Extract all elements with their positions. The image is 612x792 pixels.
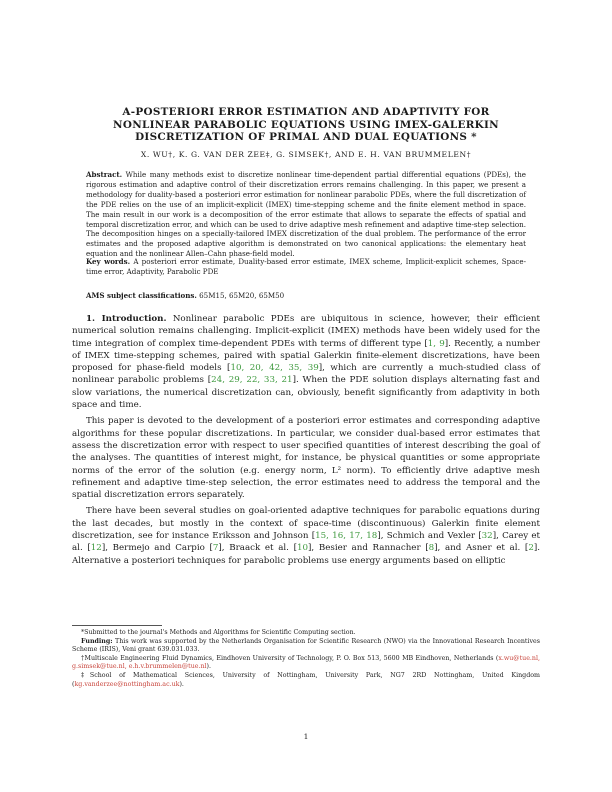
affiliation-nottingham-end: ).: [179, 680, 184, 688]
citation-link[interactable]: 24, 29, 22, 33, 21: [211, 375, 293, 386]
citation-link[interactable]: 32: [481, 531, 493, 542]
keywords: [86, 257, 526, 277]
citation-link[interactable]: 10, 20, 42, 35, 39: [230, 363, 319, 374]
email-link[interactable]: kg.vanderzee@nottingham.ac.uk: [74, 680, 180, 688]
citation-link[interactable]: 1, 9: [427, 338, 445, 349]
intro-p3-text-a: There have been several studies on goal-oriented adaptive techniques for parabolic equations during the last decades, but mostly in the context of space-time (discontinuous) Galerkin finite element discretization, see for instance Eriksson and Johnson [: [72, 506, 540, 542]
intro-paragraph-3: [72, 505, 540, 566]
footnote-affiliation-nottingham: [72, 672, 540, 689]
citation-link[interactable]: 15, 16, 17, 18: [315, 531, 378, 542]
page-number: 1: [303, 732, 309, 741]
funding-label: Funding:: [81, 637, 113, 645]
ams-label: AMS subject classifications.: [86, 291, 197, 300]
section-heading: 1. Introduction.: [86, 314, 167, 324]
citation-link[interactable]: 7: [212, 543, 219, 554]
footnote-affiliation-tue: [72, 655, 540, 672]
affiliation-tue-end: ).: [206, 663, 212, 671]
intro-p3-text-c: ], Carey et al. [: [72, 531, 540, 554]
title-line-3: [72, 131, 540, 144]
footnotes: [72, 629, 540, 689]
abstract-label: Abstract.: [86, 170, 123, 179]
intro-p1-text-c: ], which are currently a much-studied class of nonlinear parabolic problems [: [72, 363, 540, 386]
intro-paragraph-1: [72, 313, 540, 411]
affiliation-nottingham-text: ‡School of Mathematical Sciences, University of Nottingham, University Park, NG7 2RD Nottingham, United Kingdom (: [72, 671, 540, 688]
citation-link[interactable]: 2: [528, 543, 534, 554]
intro-p1-text-b: ]. Recently, a number of IMEX time-stepping schemes, paired with spatial Galerkin finite-element discretizations, have been proposed for phase-field models [: [72, 338, 541, 374]
ams-text: 65M15, 65M20, 65M50: [199, 291, 285, 300]
citation-link[interactable]: 8: [428, 543, 435, 554]
footnote-submitted: *Submitted to the journal's Methods and Algorithms for Scientific Computing section.: [81, 629, 356, 636]
paper-title: [72, 106, 540, 144]
abstract: [86, 170, 526, 259]
citation-link[interactable]: 10: [296, 543, 309, 554]
intro-p3-text-d: ], Bermejo and Carpio [: [101, 543, 213, 554]
title-line-2: NONLINEAR PARABOLIC EQUATIONS USING IMEX-GALERKIN: [113, 118, 499, 131]
intro-p3-text-f: ], Besier and Rannacher [: [308, 543, 429, 554]
footnote-divider: [72, 625, 162, 626]
email-link[interactable]: x.wu@tue.nl, g.simsek@tue.nl, e.h.v.brummelen@tue.nl: [72, 654, 540, 671]
intro-p3-text-h: ]. Alternative a posteriori techniques for parabolic problems use energy arguments based on elliptic: [72, 543, 540, 566]
title-line-1: A-POSTERIORI ERROR ESTIMATION AND ADAPTIVITY FOR: [122, 106, 490, 118]
introduction-section: [72, 313, 540, 567]
keywords-text: A posteriori error estimate, Duality-based error estimate, IMEX scheme, Implicit-explicit schemes, Space-time error, Adaptivity, Parabolic PDE: [86, 257, 526, 276]
keywords-label: Key words.: [86, 257, 131, 266]
ams-classifications: [86, 291, 526, 301]
intro-p1-text-a: Nonlinear parabolic PDEs are ubiquitous in science, however, their efficient numerical solution remains challenging. Implicit-explicit (IMEX) methods have been widely used for the time integration of complex time-dependent PDEs with terms of different type [: [72, 314, 540, 349]
citation-link[interactable]: 12: [90, 543, 102, 554]
title-line-3-text: DISCRETIZATION OF PRIMAL AND DUAL EQUATIONS: [135, 131, 468, 143]
title-footnote-mark: *: [467, 131, 477, 143]
intro-paragraph-2: This paper is devoted to the development of a posteriori error estimates and corresponding adaptive algorithms for these popular discretizations. In particular, we consider dual-based error estimates that assess the discretization error with respect to user specified quantities of interest describing the goal of the analyses. The quantities of interest might, for instance, be physical quantities or some appropriate norms of the error of the solution (e.g. energy norm, L² norm). To efficiently drive adaptive mesh refinement and adaptive time-step selection, the error estimates need to address the temporal and the spatial discretization errors separately.: [72, 416, 540, 501]
footnote-funding: [72, 638, 540, 655]
affiliation-tue-text: †Multiscale Engineering Fluid Dynamics, Eindhoven University of Technology, P. O. Box 513, 5600 MB Eindhoven, Netherlands (: [81, 654, 499, 662]
intro-p3-text-b: ], Schmich and Vexler [: [377, 531, 482, 542]
abstract-text: While many methods exist to discretize nonlinear time-dependent partial differential equations (PDEs), the rigorous estimation and adaptive control of their discretization errors remains challenging. In this paper, we present a methodology for duality-based a posteriori error estimation for nonlinear parabolic PDEs, where the full discretization of the PDE relies on the use of an implicit-explicit (IMEX) time-stepping scheme and the finite element method in space. The main result in our work is a decomposition of the error estimate that allows to separate the effects of spatial and temporal discretization error, and which can be used to drive adaptive mesh refinement and adaptive time-step selection. The decomposition hinges on a specially-tailored IMEX discretization of the dual problem. The performance of the error estimates and the proposed adaptive algorithm is demonstrated on two canonical applications: the elementary heat equation and the nonlinear Allen–Cahn phase-field model.: [86, 170, 526, 259]
intro-p1-text-d: ]. When the PDE solution displays alternating fast and slow variations, the numerical discretization can, obviously, benefit significantly from adaptivity in both space and time.: [72, 375, 540, 411]
funding-text: This work was supported by the Netherlands Organisation for Scientific Research (NWO) via the Innovational Research Incentives Scheme (IRIS), Veni grant 639.031.033.: [72, 637, 540, 654]
author-list: X. WU†, K. G. VAN DER ZEE‡, G. SIMSEK†, AND E. H. VAN BRUMMELEN†: [140, 150, 472, 159]
intro-p3-text-g: ], and Asner et al. [: [434, 543, 529, 554]
intro-p3-text-e: ], Braack et al. [: [218, 543, 297, 554]
